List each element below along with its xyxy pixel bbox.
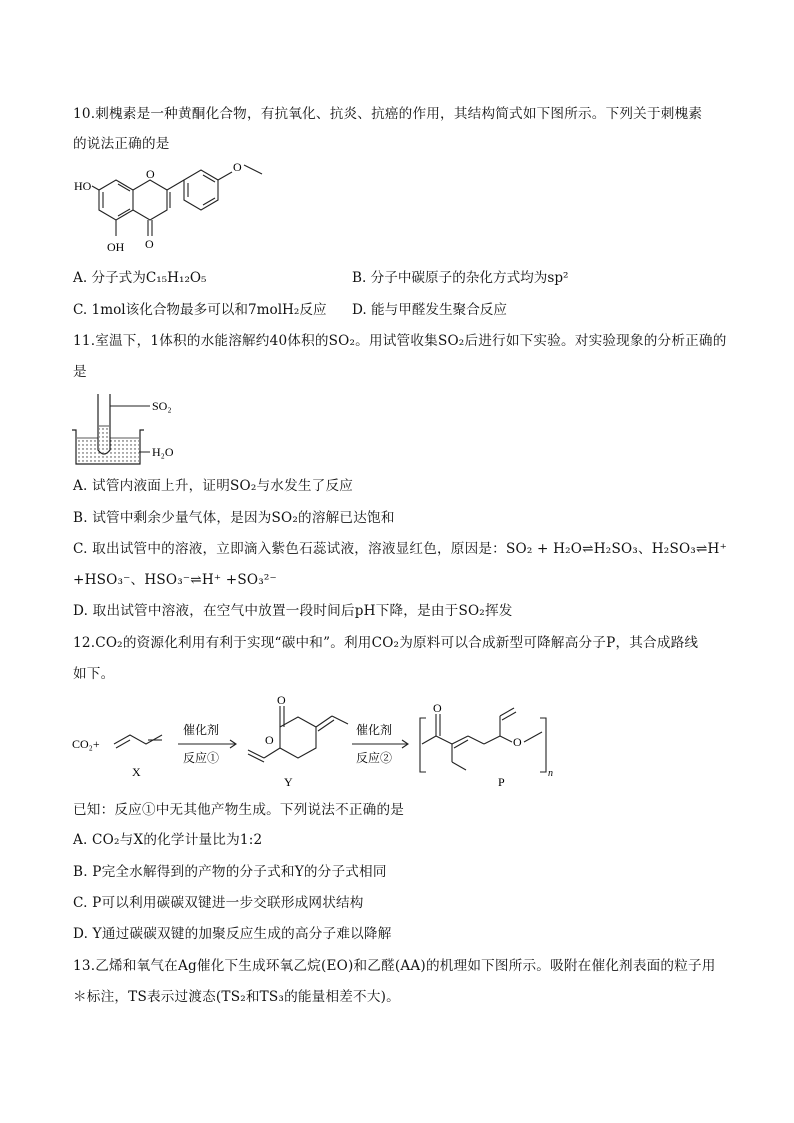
- co2-label: CO₂+: [72, 737, 100, 751]
- q12-stem-line2: 如下。: [73, 666, 115, 682]
- acacetin-structure-diagram: [70, 152, 280, 262]
- q12-option-b: B. P完全水解得到的产物的分子式和Y的分子式相同: [73, 864, 387, 880]
- ho-label: HO: [74, 179, 92, 193]
- h2o-label: H₂O: [152, 445, 174, 459]
- oh-label: OH: [107, 240, 125, 254]
- p-label: P: [498, 775, 505, 789]
- catalyst2-label: 催化剂: [356, 723, 393, 737]
- q11-stem-line1: 11.室温下，1体积的水能溶解约40体积的SO₂。用试管收集SO₂后进行如下实验。对实验现象的分析正确的: [73, 333, 727, 349]
- p-ether-o-label: O: [513, 735, 522, 749]
- q12-option-a: A. CO₂与X的化学计量比为1:2: [73, 832, 263, 848]
- q10-option-c: C. 1mol该化合物最多可以和7molH₂反应: [73, 302, 327, 318]
- synthesis-scheme-diagram: [70, 692, 570, 792]
- q11-option-a: A. 试管内液面上升，证明SO₂与水发生了反应: [73, 478, 354, 494]
- q10-option-d: D. 能与甲醛发生聚合反应: [352, 302, 507, 318]
- so2-test-tube-diagram: [70, 388, 210, 468]
- y-ring-o-label: O: [265, 733, 274, 747]
- q11-option-d: D. 取出试管中溶液，在空气中放置一段时间后pH下降，是由于SO₂挥发: [73, 603, 513, 619]
- q11-stem-line2: 是: [73, 364, 87, 380]
- p-carbonyl-o-label: O: [433, 701, 442, 715]
- q11-option-b: B. 试管中剩余少量气体，是因为SO₂的溶解已达饱和: [73, 510, 395, 526]
- x-label: X: [132, 765, 141, 779]
- q10-option-b: B. 分子中碳原子的杂化方式均为sp²: [352, 270, 569, 286]
- q10-stem-line1: 10.刺槐素是一种黄酮化合物，有抗氧化、抗炎、抗癌的作用，其结构简式如下图所示。下列关于刺槐素: [73, 106, 703, 122]
- q13-stem-line2: ＊标注，TS表示过渡态(TS₂和TS₃的能量相差不大)。: [73, 989, 400, 1005]
- reaction1-label: 反应①: [183, 751, 220, 765]
- so2-label: SO₂: [152, 399, 172, 413]
- q10-stem-line2: 的说法正确的是: [73, 136, 170, 152]
- q12-option-c: C. P可以利用碳碳双键进一步交联形成网状结构: [73, 895, 364, 911]
- y-carbonyl-o-label: O: [277, 693, 286, 707]
- q11-option-c-line2: +HSO₃⁻、HSO₃⁻⇌H⁺ +SO₃²⁻: [73, 572, 277, 588]
- ketone-o-label: O: [145, 237, 154, 251]
- q13-stem-line1: 13.乙烯和氧气在Ag催化下生成环氧乙烷(EO)和乙醛(AA)的机理如下图所示。吸附在催化剂表面的粒子用: [73, 958, 716, 974]
- ring-o-label: O: [146, 167, 155, 181]
- methoxy-o-label: O: [233, 160, 242, 174]
- q12-option-d: D. Y通过碳碳双键的加聚反应生成的高分子难以降解: [73, 926, 392, 942]
- y-label: Y: [284, 775, 293, 789]
- q12-stem-line1: 12.CO₂的资源化利用有利于实现“碳中和”。利用CO₂为原料可以合成新型可降解高分子P，其合成路线: [73, 635, 699, 651]
- n-subscript-label: n: [548, 768, 553, 779]
- q12-known: 已知：反应①中无其他产物生成。下列说法不正确的是: [73, 802, 405, 818]
- q10-option-a: A. 分子式为C₁₅H₁₂O₅: [73, 270, 207, 286]
- q11-option-c-line1: C. 取出试管中的溶液，立即滴入紫色石蕊试液，溶液显红色，原因是：SO₂ + H₂O⇌H₂SO₃、H₂SO₃⇌H⁺: [73, 541, 727, 557]
- catalyst1-label: 催化剂: [183, 723, 220, 737]
- reaction2-label: 反应②: [356, 751, 393, 765]
